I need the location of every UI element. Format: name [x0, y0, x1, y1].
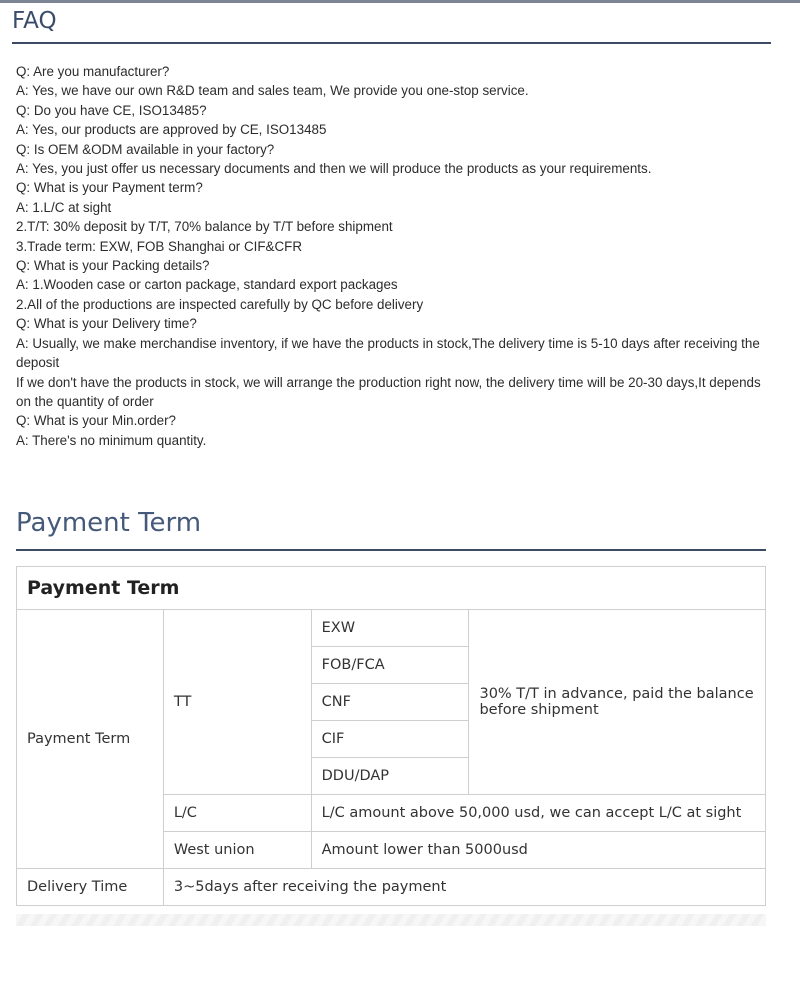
faq-line: A: 1.Wooden case or carton package, standard export packages — [16, 277, 398, 293]
faq-line: 2.All of the productions are inspected carefully by QC before delivery — [16, 296, 424, 312]
term-ddu-dap: DDU/DAP — [311, 758, 469, 795]
tt-cell: TT — [163, 610, 311, 795]
faq-line: Q: What is your Payment term? — [16, 180, 203, 196]
payment-divider — [16, 549, 766, 551]
table-title: Payment Term — [17, 567, 766, 610]
faq-line: A: Yes, our products are approved by CE, ISO13485 — [16, 122, 327, 138]
row-label-payment-term: Payment Term — [17, 610, 164, 869]
faq-line: Q: What is your Min.order? — [16, 413, 176, 429]
row-label-delivery-time: Delivery Time — [17, 869, 164, 906]
delivery-note: 3~5days after receiving the payment — [163, 869, 765, 906]
west-union-cell: West union — [163, 832, 311, 869]
lc-cell: L/C — [163, 795, 311, 832]
faq-line: A: Yes, we have our own R&D team and sales team, We provide you one-stop service. — [16, 83, 529, 99]
faq-line: If we don't have the products in stock, we will arrange the production right now, the delivery time will be 20-30 days,It depends — [16, 374, 761, 390]
bottom-fade-strip — [16, 914, 766, 926]
payment-term-table — [16, 566, 766, 906]
faq-title: FAQ — [12, 8, 57, 34]
faq-line: Q: Are you manufacturer? — [16, 64, 170, 79]
west-union-note: Amount lower than 5000usd — [311, 832, 765, 869]
top-border — [0, 0, 800, 3]
term-cnf: CNF — [311, 684, 469, 721]
payment-section-title: Payment Term — [16, 508, 202, 538]
term-exw: EXW — [311, 610, 469, 647]
lc-note: L/C amount above 50,000 usd, we can accept L/C at sight — [311, 795, 765, 832]
faq-body — [16, 62, 766, 450]
faq-line: on the quantity of order — [16, 393, 154, 409]
faq-line: Q: Do you have CE, ISO13485? — [16, 102, 207, 118]
tt-note: 30% T/T in advance, paid the balance before shipment — [469, 610, 766, 795]
faq-line: 2.T/T: 30% deposit by T/T, 70% balance by T/T before shipment — [16, 219, 393, 235]
faq-line: Q: What is your Delivery time? — [16, 316, 197, 332]
faq-line: 3.Trade term: EXW, FOB Shanghai or CIF&CFR — [16, 238, 303, 254]
term-fob-fca: FOB/FCA — [311, 647, 469, 684]
term-cif: CIF — [311, 721, 469, 758]
faq-line: A: Yes, you just offer us necessary documents and then we will produce the products as your requirements. — [16, 161, 652, 177]
faq-line: Q: What is your Packing details? — [16, 258, 210, 274]
faq-line: deposit — [16, 355, 60, 371]
faq-line: A: Usually, we make merchandise inventory, if we have the products in stock,The delivery time is 5-10 days after receiving the — [16, 335, 760, 351]
faq-line: Q: Is OEM &ODM available in your factory? — [16, 141, 275, 157]
faq-line: A: 1.L/C at sight — [16, 199, 112, 215]
faq-line: A: There's no minimum quantity. — [16, 432, 207, 448]
faq-divider — [12, 42, 771, 44]
